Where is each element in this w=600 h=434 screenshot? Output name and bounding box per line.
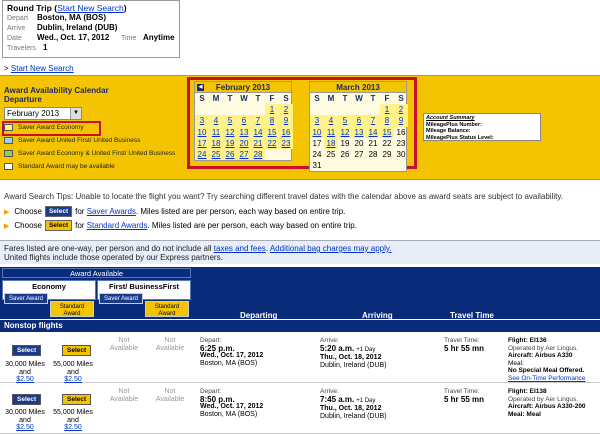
calendar-day: 30 <box>396 149 406 159</box>
flight-number: Flight: EI136 <box>508 337 547 344</box>
calendar-day[interactable]: 2 <box>394 104 408 115</box>
arrive-plus-day: +1 Day <box>356 346 376 353</box>
trip-summary: Round Trip (Start New Search) Depart Boston, MA (BOS) Arrive Dublin, Ireland (DUB) Date Wed., Oct. 17, 2012 Time Anytime Travelers 1 <box>2 0 180 58</box>
calendar-day[interactable]: 13 <box>237 127 251 138</box>
mileage-number-label: MileagePlus Number: <box>426 121 482 128</box>
day-header: M <box>212 94 220 103</box>
month-select-value: February 2013 <box>7 109 60 118</box>
calendar-day[interactable]: 5 <box>338 115 352 126</box>
calendar-blank <box>265 149 279 160</box>
calendar-day[interactable]: 11 <box>209 127 223 138</box>
day-header: S <box>283 94 289 103</box>
arrive-date: Thu., Oct. 18, 2012 <box>320 354 382 361</box>
depart-city: Boston, MA (BOS) <box>200 410 258 418</box>
travel-time-value: 5 hr 55 mn <box>444 343 485 353</box>
calendar-day[interactable]: 10 <box>195 127 209 138</box>
day-header: S <box>398 94 404 103</box>
arriving-header: Arriving <box>362 311 393 320</box>
depart-label: Depart <box>7 15 29 22</box>
arrive-time: 5:20 a.m. <box>320 343 355 353</box>
flight-row <box>0 333 600 383</box>
calendar-blank <box>223 104 237 115</box>
calendar-day[interactable]: 8 <box>265 115 279 126</box>
meal: Meal: <box>508 359 524 367</box>
economy-standard-award-header: Standard Award <box>50 301 94 317</box>
calendar-february <box>194 81 292 161</box>
calendar-day[interactable]: 11 <box>324 127 338 138</box>
calendar-day[interactable]: 2 <box>279 104 293 115</box>
choose-text: Choose <box>14 207 42 216</box>
travelers-label: Travelers <box>7 45 36 52</box>
depart-city: Boston, MA (BOS) <box>200 359 258 367</box>
travel-time-value: 5 hr 55 mn <box>444 394 485 404</box>
legend-label: Saver Award Economy & United First/ United Business <box>18 150 176 157</box>
depart-date: Wed., Oct. 17, 2012 <box>200 403 264 410</box>
economy-saver-award-header: Saver Award <box>4 293 48 304</box>
calendar-blank <box>195 104 209 115</box>
calendar-day[interactable]: 6 <box>237 115 251 126</box>
calendar-day: 27 <box>354 149 364 159</box>
calendar-day[interactable]: 19 <box>223 138 237 149</box>
calendar-day[interactable]: 18 <box>324 138 338 149</box>
departure-info <box>200 388 263 418</box>
calendar-blank <box>366 104 380 115</box>
arrive-label: Arrive <box>7 25 26 32</box>
calendar-blank <box>237 104 251 115</box>
day-header: T <box>370 94 376 103</box>
calendar-day[interactable]: 15 <box>265 127 279 138</box>
calendar-day[interactable]: 10 <box>310 127 324 138</box>
choose-text: Choose <box>14 221 42 230</box>
meal-note: No Special Meal Offered. <box>508 367 585 374</box>
calendar-day[interactable]: 28 <box>251 149 265 160</box>
calendar-day[interactable]: 3 <box>310 115 324 126</box>
calendar-march <box>309 81 407 172</box>
saver-and: and <box>19 368 31 376</box>
time-value: Anytime <box>143 33 175 42</box>
select-standard-economy-button[interactable]: Select <box>62 345 91 356</box>
meal: Meal: Meal <box>508 410 541 418</box>
calendar-day[interactable]: 9 <box>279 115 293 126</box>
mileage-balance-label: Mileage Balance: <box>426 128 471 134</box>
departure-info <box>200 337 263 367</box>
legend-label: Standard Award may be available <box>18 163 115 170</box>
award-search-tips: Award Search Tips: Unable to locate the flight you want? Try searching different travel dates with the calendar above as award seats are subject to availability. <box>4 192 563 201</box>
saver-miles: 30,000 Miles <box>5 409 45 416</box>
calendar-day: 26 <box>340 149 350 159</box>
first-standard-not-available: Not Available <box>155 337 185 352</box>
calendar-day[interactable]: 22 <box>265 138 279 149</box>
choose-saver-tip <box>4 206 345 217</box>
calendar-day[interactable]: 9 <box>394 115 408 126</box>
express-partners-note: United flights include those operated by our Express partners. <box>4 253 223 262</box>
arrive-time: 7:45 a.m. <box>320 394 355 404</box>
arrival-info <box>320 337 387 369</box>
legend-highlight-box <box>2 121 101 136</box>
calendar-day[interactable]: 8 <box>380 115 394 126</box>
select-saver-economy-button[interactable]: Select <box>12 394 41 405</box>
calendar-title-line1: Award Availability Calendar <box>4 86 109 95</box>
flight-row <box>0 384 600 434</box>
calendar-day[interactable]: 17 <box>195 138 209 149</box>
first-saver-not-available: Not Available <box>109 388 139 403</box>
travel-time-info <box>444 388 484 403</box>
day-header: S <box>314 94 320 103</box>
calendar-day: 25 <box>326 149 336 159</box>
arrive-value: Dublin, Ireland (DUB) <box>37 23 118 32</box>
calendar-day[interactable]: 15 <box>380 127 394 138</box>
calendar-day[interactable]: 12 <box>338 127 352 138</box>
aircraft: Aircraft: Airbus A330 <box>508 352 573 359</box>
start-new-search-link[interactable]: Start New Search <box>10 64 74 73</box>
select-standard-economy-button[interactable]: Select <box>62 394 91 405</box>
first-business-label: First/ BusinessFirst <box>108 282 180 291</box>
select-sample-yellow: Select <box>45 220 72 231</box>
first-standard-award-header: Standard Award <box>145 301 189 317</box>
calendar-day[interactable]: 25 <box>209 149 223 160</box>
depart-value: Boston, MA (BOS) <box>37 13 107 22</box>
nonstop-flights-header: Nonstop flights <box>0 320 600 332</box>
departing-header: Departing <box>240 311 278 320</box>
day-header: F <box>384 94 390 103</box>
operated-by: Operated by Aer Lingus. <box>508 344 579 352</box>
calendar-day: 29 <box>382 149 392 159</box>
select-sample-blue: Select <box>45 206 72 217</box>
calendar-day[interactable]: 6 <box>352 115 366 126</box>
fares-note: Fares listed are one-way, per person and do not include all taxes and fees. Additional bag charges may apply. United flights include those operated by our Express partners. <box>0 240 600 264</box>
saver-price <box>2 361 48 384</box>
calendar-day: 21 <box>368 138 378 148</box>
depart-time: 8:50 p.m. <box>200 394 235 404</box>
flight-details <box>508 337 585 382</box>
calendar-day[interactable]: 7 <box>366 115 380 126</box>
start-new-search-link-top[interactable]: Start New Search <box>57 3 124 13</box>
aircraft: Aircraft: Airbus A330-200 <box>508 403 586 410</box>
calendar-blank <box>310 104 324 115</box>
calendar-day: 20 <box>354 138 364 148</box>
day-header: W <box>355 94 363 103</box>
operated-by: Operated by Aer Lingus. <box>508 395 579 403</box>
calendar-day[interactable]: 23 <box>279 138 293 149</box>
calendar-blank <box>251 104 265 115</box>
account-summary-heading: Account Summary <box>426 115 475 121</box>
arrive-label: Arrive: <box>320 337 339 344</box>
calendar-day[interactable]: 5 <box>223 115 237 126</box>
saver-miles: 30,000 Miles <box>5 361 45 368</box>
calendar-blank <box>352 104 366 115</box>
saver-and: and <box>19 416 31 424</box>
travel-time-label: Travel Time: <box>444 388 480 395</box>
fares-text: Fares listed are one-way, per person and do not include all <box>4 244 212 253</box>
chevron-down-icon[interactable]: ▼ <box>70 108 81 119</box>
status-level-label: MileagePlus Status Level: <box>426 134 494 141</box>
calendar-day[interactable]: 27 <box>237 149 251 160</box>
calendar-day: 31 <box>312 161 322 171</box>
depart-label: Depart: <box>200 388 222 395</box>
calendar-day: 22 <box>382 138 392 148</box>
bag-charges-link[interactable]: Additional bag charges may apply. <box>269 244 392 253</box>
on-time-performance-link[interactable]: See On-Time Performance <box>508 374 586 382</box>
date-value: Wed., Oct. 17, 2012 <box>37 33 110 42</box>
calendar-day[interactable]: 20 <box>237 138 251 149</box>
arrive-label: Arrive: <box>320 388 339 395</box>
calendar-day[interactable]: 18 <box>209 138 223 149</box>
day-header: T <box>342 94 348 103</box>
calendar-day: 17 <box>312 138 322 148</box>
standard-miles: 55,000 Miles <box>53 409 93 416</box>
calendar-day[interactable]: 24 <box>195 149 209 160</box>
month-select[interactable] <box>4 107 82 120</box>
standard-price <box>50 409 96 432</box>
first-saver-not-available: Not Available <box>109 337 139 352</box>
calendar-day[interactable]: 4 <box>209 115 223 126</box>
day-header: S <box>199 94 205 103</box>
arrive-date: Thu., Oct. 18, 2012 <box>320 405 382 412</box>
legend-item <box>2 160 182 173</box>
flight-details <box>508 388 586 418</box>
for-text: for <box>75 221 85 230</box>
select-saver-economy-button[interactable]: Select <box>12 345 41 356</box>
arrival-info <box>320 388 387 420</box>
calendar-title-line2: Departure <box>4 95 42 104</box>
for-text: for <box>75 207 85 216</box>
depart-date: Wed., Oct. 17, 2012 <box>200 352 264 359</box>
day-header: T <box>227 94 233 103</box>
time-label: Time <box>121 35 137 42</box>
calendar-day[interactable]: 3 <box>195 115 209 126</box>
standard-fee-link[interactable]: $2.50 <box>64 424 82 431</box>
tip-suffix: . Miles listed are per person, each way based on entire trip. <box>135 207 346 216</box>
trip-type: Round Trip <box>7 3 52 13</box>
legend-label: Saver Award United First/ United Business <box>18 137 141 144</box>
economy-label: Economy <box>32 282 66 291</box>
taxes-fees-link[interactable]: taxes and fees <box>213 244 266 253</box>
standard-miles: 55,000 Miles <box>53 361 93 368</box>
standard-and: and <box>67 416 79 424</box>
saver-price <box>2 409 48 432</box>
calendar-day[interactable]: 7 <box>251 115 265 126</box>
calendar-day[interactable]: 21 <box>251 138 265 149</box>
start-new-search: > Start New Search <box>4 64 74 73</box>
calendar-day[interactable]: 16 <box>279 127 293 138</box>
travel-time-info <box>444 337 484 352</box>
day-header: W <box>240 94 248 103</box>
calendar-day: 28 <box>368 149 378 159</box>
calendar-day[interactable]: 4 <box>324 115 338 126</box>
day-header: F <box>269 94 275 103</box>
standard-awards-link[interactable]: Standard Awards <box>86 221 148 230</box>
triangle-bullet-icon: ▶ <box>4 222 10 230</box>
calendar-day[interactable]: 1 <box>380 104 394 115</box>
travelers-value: 1 <box>43 43 48 52</box>
calendar-title <box>4 86 109 104</box>
prev-month-icon[interactable]: ◀ <box>198 84 203 90</box>
arrive-city: Dublin, Ireland (DUB) <box>320 412 387 420</box>
standard-fee-link[interactable]: $2.50 <box>64 376 82 383</box>
depart-label: Depart: <box>200 337 222 344</box>
legend-swatch <box>4 163 13 170</box>
calendar-day[interactable]: 14 <box>366 127 380 138</box>
calendar-day[interactable]: 14 <box>251 127 265 138</box>
calendar-blank <box>324 104 338 115</box>
standard-and: and <box>67 368 79 376</box>
date-label: Date <box>7 35 22 42</box>
calendar-day[interactable]: 12 <box>223 127 237 138</box>
legend-swatch <box>4 150 13 157</box>
calendar-grid <box>195 93 291 160</box>
arrive-plus-day: +1 Day <box>356 397 376 404</box>
calendar-blank <box>338 104 352 115</box>
calendar-month-name: March 2013 <box>336 83 380 92</box>
travel-time-header: Travel Time <box>450 311 494 320</box>
account-summary <box>423 113 541 141</box>
depart-time: 6:25 p.m. <box>200 343 235 353</box>
day-header: T <box>255 94 261 103</box>
award-available-label: Award Available <box>2 268 191 278</box>
travel-time-label: Travel Time: <box>444 337 480 344</box>
saver-fee-link[interactable]: $2.50 <box>16 424 34 431</box>
legend-swatch <box>4 137 13 144</box>
saver-fee-link[interactable]: $2.50 <box>16 376 34 383</box>
calendar-day: 16 <box>396 127 406 137</box>
legend-label: Saver Award Economy <box>18 124 84 131</box>
calendar-grid <box>310 93 406 171</box>
standard-price <box>50 361 96 384</box>
first-standard-not-available: Not Available <box>155 388 185 403</box>
legend-item <box>2 147 182 160</box>
day-header: M <box>327 94 335 103</box>
calendar-blank <box>209 104 223 115</box>
calendar-day[interactable]: 1 <box>265 104 279 115</box>
calendar-day[interactable]: 26 <box>223 149 237 160</box>
calendar-day: 23 <box>396 138 406 148</box>
calendar-blank <box>279 149 293 160</box>
triangle-bullet-icon: ▶ <box>4 208 10 216</box>
calendar-day[interactable]: 13 <box>352 127 366 138</box>
saver-awards-link[interactable]: Saver Awards <box>86 207 136 216</box>
arrive-city: Dublin, Ireland (DUB) <box>320 361 387 369</box>
calendar-day: 19 <box>340 138 350 148</box>
choose-standard-tip <box>4 220 357 231</box>
calendar-day: 24 <box>312 149 322 159</box>
tip-suffix: . Miles listed are per person, each way based on entire trip. <box>147 221 357 230</box>
first-saver-award-header: Saver Award <box>99 293 143 304</box>
calendar-month-name: February 2013 <box>215 83 271 92</box>
flight-number: Flight: EI138 <box>508 388 547 395</box>
